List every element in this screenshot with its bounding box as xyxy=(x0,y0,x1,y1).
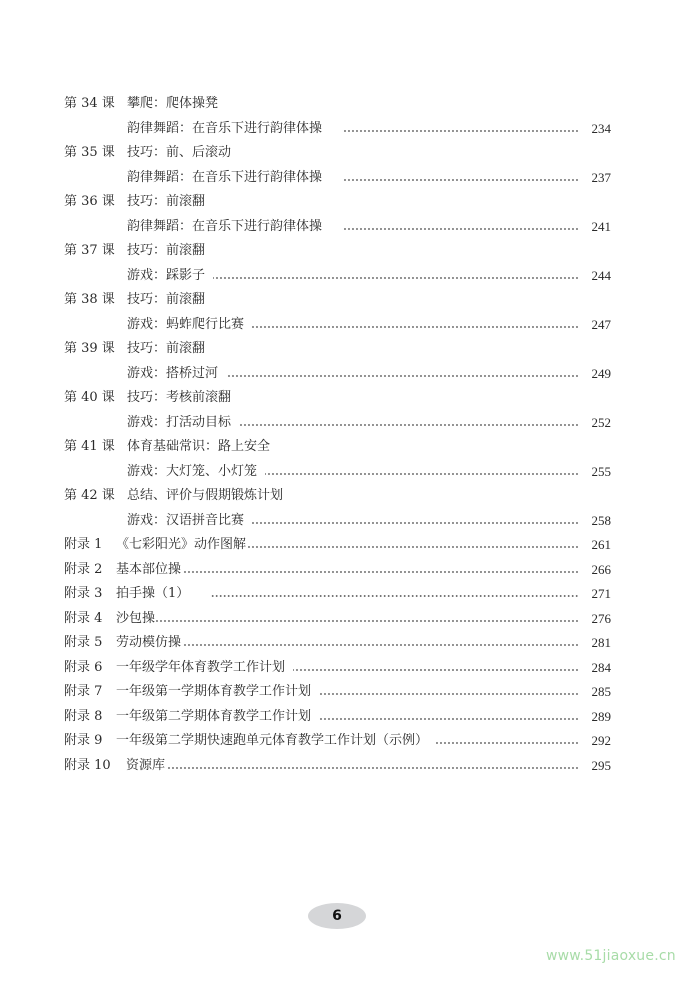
page-number: 295 xyxy=(591,757,611,773)
toc-lesson-row[interactable] xyxy=(64,386,611,411)
dot-leader xyxy=(265,473,579,475)
appendix-title: 拍手操（1） xyxy=(116,586,190,601)
toc-lesson-subrow[interactable] xyxy=(64,117,611,142)
toc-appendix-row[interactable] xyxy=(64,533,611,558)
lesson-subtitle: 游戏：汉语拼音比赛 xyxy=(127,512,245,528)
toc-lesson-row[interactable] xyxy=(64,288,611,313)
page-number: 289 xyxy=(591,708,611,724)
footer-page-number: 6 xyxy=(332,908,342,924)
appendix-title: 一年级第二学期快速跑单元体育教学工作计划（示例） xyxy=(116,733,429,748)
toc-lesson-row[interactable] xyxy=(64,190,611,215)
dot-leader xyxy=(252,522,579,524)
appendix-number: 附录 2 xyxy=(64,561,103,577)
dot-leader xyxy=(211,595,579,597)
lesson-title: 技巧：前滚翻 xyxy=(127,243,206,258)
dot-leader xyxy=(293,669,579,671)
page-number: 261 xyxy=(591,537,611,552)
appendix-number: 附录 10 xyxy=(64,757,111,773)
dot-leader xyxy=(344,179,579,181)
lesson-subtitle: 游戏：打活动目标 xyxy=(127,414,232,430)
page-number: 284 xyxy=(591,659,611,675)
dot-leader xyxy=(166,767,579,769)
toc-appendix-row[interactable] xyxy=(64,558,611,583)
toc-lesson-row[interactable] xyxy=(64,337,611,362)
lesson-title: 技巧：前滚翻 xyxy=(127,194,206,209)
toc-appendix-row[interactable] xyxy=(64,729,611,754)
toc-lesson-subrow[interactable] xyxy=(64,215,611,240)
page-number: 271 xyxy=(591,586,611,601)
dot-leader xyxy=(344,130,579,132)
page-number: 266 xyxy=(591,561,611,577)
appendix-number: 附录 5 xyxy=(64,635,103,650)
dot-leader xyxy=(252,326,579,328)
toc-appendix-row[interactable] xyxy=(64,705,611,730)
appendix-number: 附录 1 xyxy=(64,537,103,552)
lesson-title: 总结、评价与假期锻炼计划 xyxy=(127,488,284,503)
lesson-subtitle: 游戏：搭桥过河 xyxy=(127,365,219,381)
lesson-subtitle: 游戏：大灯笼、小灯笼 xyxy=(127,463,258,479)
lesson-title: 攀爬：爬体操凳 xyxy=(127,96,219,111)
page-number: 249 xyxy=(591,365,611,381)
dot-leader xyxy=(436,742,579,744)
page-number: 285 xyxy=(591,684,611,699)
toc-lesson-subrow[interactable] xyxy=(64,166,611,191)
page-number: 237 xyxy=(591,169,611,185)
lesson-title: 体育基础常识：路上安全 xyxy=(127,439,271,454)
dot-leader xyxy=(226,375,579,377)
toc-lesson-row[interactable] xyxy=(64,141,611,166)
page-number: 244 xyxy=(591,267,611,283)
lesson-number: 第 40 课 xyxy=(64,390,115,405)
appendix-number: 附录 9 xyxy=(64,733,103,748)
appendix-title: 基本部位操 xyxy=(116,561,182,577)
toc-appendix-row[interactable] xyxy=(64,631,611,656)
lesson-subtitle: 韵律舞蹈：在音乐下进行韵律体操 xyxy=(127,169,323,185)
lesson-title: 技巧：前滚翻 xyxy=(127,341,206,356)
appendix-title: 《七彩阳光》动作图解 xyxy=(116,537,247,552)
appendix-title: 劳动模仿操 xyxy=(116,635,182,650)
appendix-title: 沙包操 xyxy=(116,610,156,626)
lesson-subtitle: 韵律舞蹈：在音乐下进行韵律体操 xyxy=(127,218,323,234)
toc-appendix-row[interactable] xyxy=(64,754,611,779)
dot-leader xyxy=(319,718,579,720)
dot-leader xyxy=(247,546,579,548)
lesson-number: 第 34 课 xyxy=(64,96,115,111)
dot-leader xyxy=(344,228,579,230)
toc-lesson-subrow[interactable] xyxy=(64,362,611,387)
lesson-title: 技巧：前滚翻 xyxy=(127,292,206,307)
lesson-number: 第 42 课 xyxy=(64,488,115,503)
table-of-contents xyxy=(64,92,611,778)
toc-lesson-subrow[interactable] xyxy=(64,264,611,289)
toc-lesson-subrow[interactable] xyxy=(64,313,611,338)
appendix-title: 一年级第一学期体育教学工作计划 xyxy=(116,684,312,699)
dot-leader xyxy=(319,693,579,695)
appendix-number: 附录 4 xyxy=(64,610,103,626)
toc-lesson-subrow[interactable] xyxy=(64,460,611,485)
page-number: 234 xyxy=(591,120,611,136)
dot-leader xyxy=(213,277,579,279)
dot-leader xyxy=(239,424,579,426)
toc-lesson-row[interactable] xyxy=(64,239,611,264)
lesson-title: 技巧：前、后滚动 xyxy=(127,145,232,160)
appendix-title: 一年级学年体育教学工作计划 xyxy=(116,659,286,675)
dot-leader xyxy=(156,620,579,622)
lesson-number: 第 35 课 xyxy=(64,145,115,160)
page-number: 281 xyxy=(591,635,611,650)
page-number: 255 xyxy=(591,463,611,479)
toc-appendix-row[interactable] xyxy=(64,607,611,632)
appendix-number: 附录 8 xyxy=(64,708,103,724)
appendix-title: 一年级第二学期体育教学工作计划 xyxy=(116,708,312,724)
appendix-number: 附录 3 xyxy=(64,586,103,601)
page-number: 292 xyxy=(591,733,611,748)
toc-lesson-row[interactable] xyxy=(64,484,611,509)
appendix-number: 附录 7 xyxy=(64,684,103,699)
toc-appendix-row[interactable] xyxy=(64,582,611,607)
lesson-subtitle: 韵律舞蹈：在音乐下进行韵律体操 xyxy=(127,120,323,136)
lesson-number: 第 39 课 xyxy=(64,341,115,356)
lesson-number: 第 37 课 xyxy=(64,243,115,258)
watermark: www.51jiaoxue.cn xyxy=(546,948,676,964)
page-number: 258 xyxy=(591,512,611,528)
lesson-title: 技巧：考核前滚翻 xyxy=(127,390,232,405)
appendix-title: 资源库 xyxy=(126,757,166,773)
toc-lesson-subrow[interactable] xyxy=(64,411,611,436)
page-number: 241 xyxy=(591,218,611,234)
toc-lesson-subrow[interactable] xyxy=(64,509,611,534)
lesson-number: 第 41 课 xyxy=(64,439,115,454)
lesson-number: 第 38 课 xyxy=(64,292,115,307)
dot-leader xyxy=(182,644,579,646)
lesson-subtitle: 游戏：踩影子 xyxy=(127,267,206,283)
page-number: 247 xyxy=(591,316,611,332)
lesson-number: 第 36 课 xyxy=(64,194,115,209)
toc-lesson-row[interactable] xyxy=(64,92,611,117)
toc-appendix-row[interactable] xyxy=(64,656,611,681)
lesson-subtitle: 游戏：蚂蚱爬行比赛 xyxy=(127,316,245,332)
dot-leader xyxy=(182,571,579,573)
toc-lesson-row[interactable] xyxy=(64,435,611,460)
appendix-number: 附录 6 xyxy=(64,659,103,675)
page-number: 252 xyxy=(591,414,611,430)
toc-appendix-row[interactable] xyxy=(64,680,611,705)
page-number: 276 xyxy=(591,610,611,626)
page-number-badge xyxy=(308,903,366,929)
